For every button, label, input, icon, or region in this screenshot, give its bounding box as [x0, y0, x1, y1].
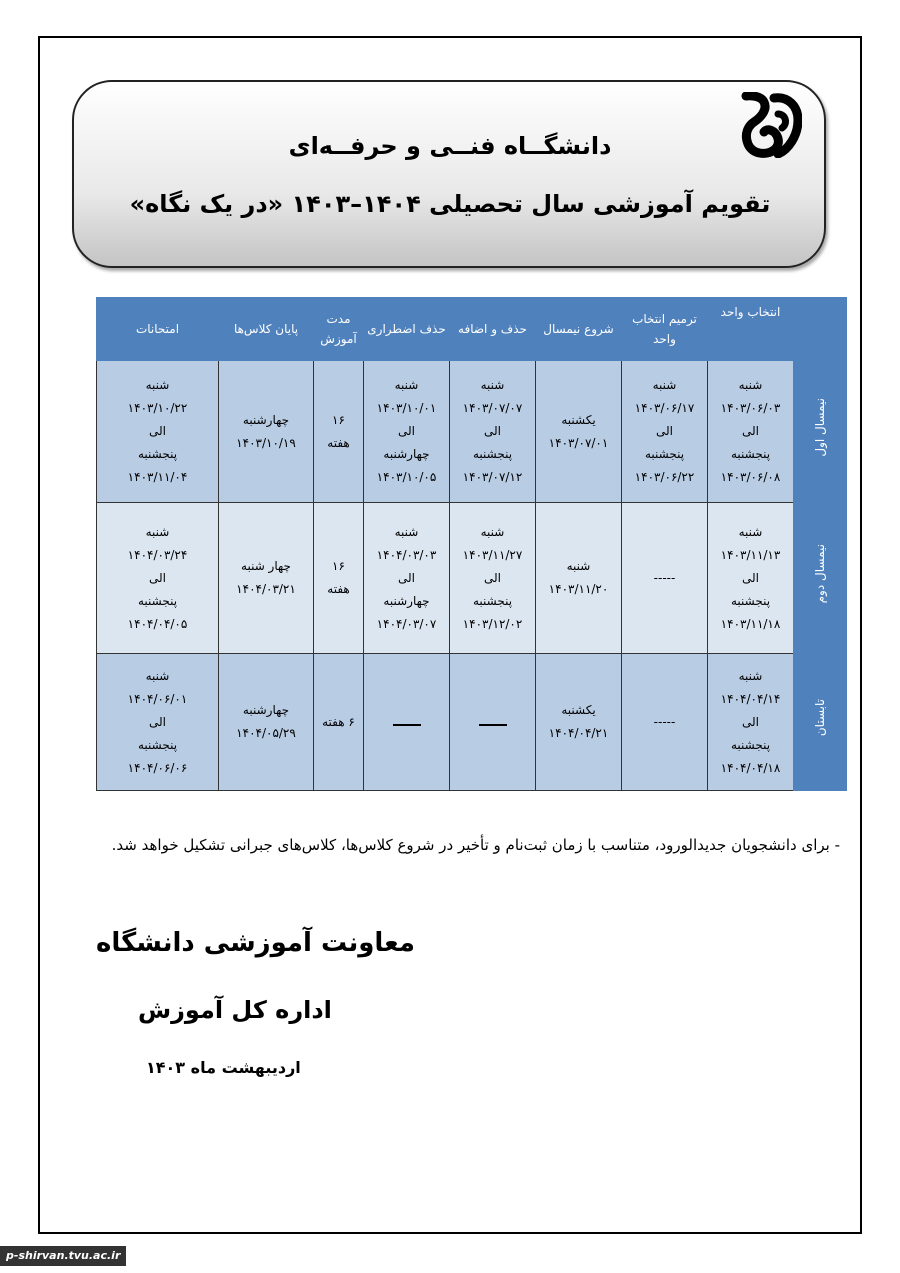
table-cell: شنبه ۱۴۰۳/۰۶/۰۳ الی پنجشنبه ۱۴۰۳/۰۶/۰۸ [708, 361, 794, 503]
column-header: پایان کلاس‌ها [219, 298, 314, 361]
column-header: مدت آموزش [314, 298, 364, 361]
table-row [97, 654, 847, 791]
table-cell: ۱۶ هفته [314, 503, 364, 654]
table-header-row [97, 298, 847, 361]
table-row [97, 361, 847, 503]
header-box [72, 80, 826, 268]
dash-mark [393, 724, 421, 726]
table-cell: ----- [622, 654, 708, 791]
table-cell [364, 654, 450, 791]
table-cell: شنبه ۱۴۰۴/۰۳/۰۳ الی چهارشنبه ۱۴۰۴/۰۳/۰۷ [364, 503, 450, 654]
table-cell: یکشنبه ۱۴۰۳/۰۷/۰۱ [536, 361, 622, 503]
header-title: دانشگــاه فنــی و حرفــه‌ای [288, 132, 612, 160]
signature-date: اردیبهشت ماه ۱۴۰۳ [146, 1058, 301, 1077]
header-subtitle: تقویم آموزشی سال تحصیلی ۱۴۰۴–۱۴۰۳ «در یک نگاه» [129, 190, 771, 218]
table-cell: چهار شنبه ۱۴۰۴/۰۳/۲۱ [219, 503, 314, 654]
table-cell: چهارشنبه ۱۴۰۴/۰۵/۲۹ [219, 654, 314, 791]
table-cell: ۱۶ هفته [314, 361, 364, 503]
note-paragraph: - برای دانشجویان جدیدالورود، متناسب با زمان ثبت‌نام و تأخیر در شروع کلاس‌ها، کلاس‌های جبرانی تشکیل خواهد شد. [111, 836, 840, 854]
table-row [97, 503, 847, 654]
row-label: نیمسال اول [794, 361, 847, 503]
signature-department: اداره کل آموزش [138, 996, 332, 1024]
footer-url: p-shirvan.tvu.ac.ir [0, 1246, 126, 1266]
table-cell: ----- [622, 503, 708, 654]
column-header: حذف اضطراری [364, 298, 450, 361]
table-cell: شنبه ۱۴۰۳/۱۱/۲۷ الی پنجشنبه ۱۴۰۳/۱۲/۰۲ [450, 503, 536, 654]
table-cell: شنبه ۱۴۰۴/۰۶/۰۱ الی پنجشنبه ۱۴۰۴/۰۶/۰۶ [97, 654, 219, 791]
table-cell: یکشنبه ۱۴۰۴/۰۴/۲۱ [536, 654, 622, 791]
table-cell: شنبه ۱۴۰۳/۰۷/۰۷ الی پنجشنبه ۱۴۰۳/۰۷/۱۲ [450, 361, 536, 503]
table-cell: شنبه ۱۴۰۳/۰۶/۱۷ الی پنجشنبه ۱۴۰۳/۰۶/۲۲ [622, 361, 708, 503]
table-cell [450, 654, 536, 791]
column-header: انتخاب واحد [708, 298, 794, 361]
signature-office: معاونت آموزشی دانشگاه [96, 928, 415, 958]
column-header: شروع نیمسال [536, 298, 622, 361]
table-cell: شنبه ۱۴۰۳/۱۱/۲۰ [536, 503, 622, 654]
row-label: تابستان [794, 654, 847, 791]
table-cell: شنبه ۱۴۰۴/۰۳/۲۴ الی پنجشنبه ۱۴۰۴/۰۴/۰۵ [97, 503, 219, 654]
table-cell: ۶ هفته [314, 654, 364, 791]
column-header: حذف و اضافه [450, 298, 536, 361]
dash-mark [479, 724, 507, 726]
table-cell: شنبه ۱۴۰۳/۱۰/۰۱ الی چهارشنبه ۱۴۰۳/۱۰/۰۵ [364, 361, 450, 503]
table-cell: شنبه ۱۴۰۴/۰۴/۱۴ الی پنجشنبه ۱۴۰۴/۰۴/۱۸ [708, 654, 794, 791]
column-header: ترمیم انتخاب واحد [622, 298, 708, 361]
table-cell: شنبه ۱۴۰۳/۱۱/۱۳ الی پنجشنبه ۱۴۰۳/۱۱/۱۸ [708, 503, 794, 654]
column-header: امتحانات [97, 298, 219, 361]
academic-calendar-table [96, 297, 847, 791]
table-cell: چهارشنبه ۱۴۰۳/۱۰/۱۹ [219, 361, 314, 503]
corner-cell [794, 298, 847, 361]
table-cell: شنبه ۱۴۰۳/۱۰/۲۲ الی پنجشنبه ۱۴۰۳/۱۱/۰۴ [97, 361, 219, 503]
row-label: نیمسال دوم [794, 503, 847, 654]
